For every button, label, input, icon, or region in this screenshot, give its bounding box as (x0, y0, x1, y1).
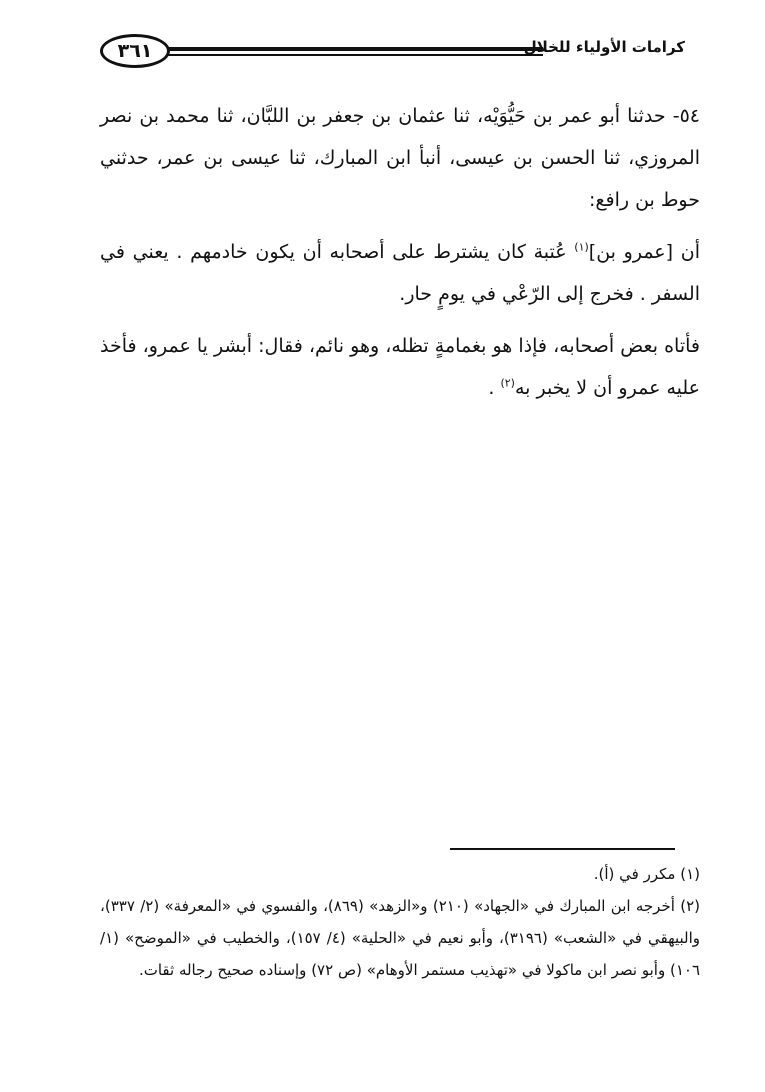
header-rule-thin (166, 54, 543, 56)
running-title: كرامات الأولياء للخلال (523, 38, 685, 56)
header-rule (166, 47, 543, 51)
footnote-ref-1[interactable]: (١) (574, 240, 589, 254)
footnote-2: (٢) أخرجه ابن المبارك في «الجهاد» (٢١٠) و«الزهد» (٨٦٩)، والفسوي في «المعرفة» (٢/ ٣٣٧)، والبيهقي في «الشعب» (٣١٩٦)، وأبو نعيم في «الحلية» (٤/ ١٥٧)، والخطيب في «الموضح» (١/ ١٠٦) وأبو نصر ابن ماكولا في «تهذيب مستمر الأوهام» (ص ٧٢) وإسناده صحيح رجاله ثقات. (100, 897, 701, 979)
karama-text: فأتاه بعض أصحابه، فإذا هو بغمامةٍ تظله، وهو نائم، فقال: أبشر يا عمرو، فأخذ عليه عمرو أن لا يخبر به (100, 335, 700, 399)
footnote-1: (١) مكرر في (أ). (593, 865, 700, 883)
footnote-ref-2[interactable]: (٢) (500, 376, 515, 390)
narration-text-start: أن [عمرو بن] (588, 241, 700, 263)
footnotes (100, 858, 700, 986)
narration-text-end: عُتبة كان يشترط على أصحابه أن يكون خادمهم . يعني في السفر . فخرج إلى الرّعْي في يومٍ حار. (100, 241, 700, 305)
karama-paragraph (100, 325, 700, 409)
page-header (100, 34, 685, 74)
footnote-separator (450, 848, 675, 850)
main-text (100, 95, 700, 419)
page-number: ٣٦١ (100, 34, 170, 68)
karama-text-end: . (488, 377, 501, 399)
narration-paragraph (100, 231, 700, 315)
isnad-paragraph: ٥٤- حدثنا أبو عمر بن حَيُّوَيْه، ثنا عثمان بن جعفر بن اللبَّان، ثنا محمد بن نصر المروزي، ثنا الحسن بن عيسى، أنبأ ابن المبارك، ثنا عيسى بن عمر، حدثني حوط بن رافع: (100, 105, 700, 211)
